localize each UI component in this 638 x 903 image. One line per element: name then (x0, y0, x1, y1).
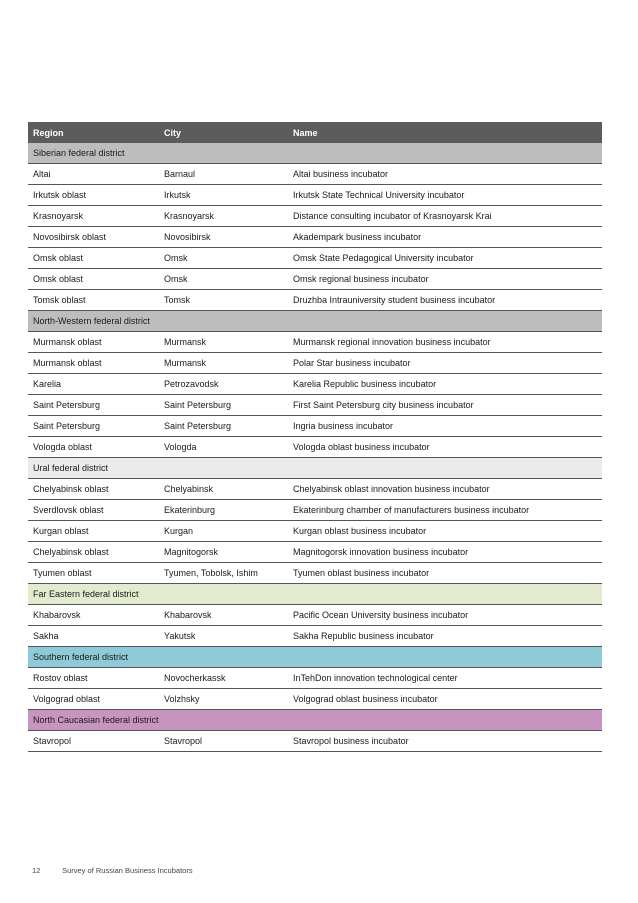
city-cell: Saint Petersburg (159, 395, 288, 416)
region-cell: Kurgan oblast (28, 521, 159, 542)
name-cell: Akadempark business incubator (288, 227, 602, 248)
name-cell: Ingria business incubator (288, 416, 602, 437)
page-number: 12 (32, 866, 41, 875)
district-label: Far Eastern federal district (28, 584, 602, 605)
region-cell: Omsk oblast (28, 248, 159, 269)
city-cell: Omsk (159, 248, 288, 269)
district-label: North-Western federal district (28, 311, 602, 332)
name-cell: Distance consulting incubator of Krasnoyarsk Krai (288, 206, 602, 227)
name-cell: Altai business incubator (288, 164, 602, 185)
name-cell: Magnitogorsk innovation business incubator (288, 542, 602, 563)
table-row (28, 374, 602, 395)
city-cell: Stavropol (159, 731, 288, 752)
name-cell: Vologda oblast business incubator (288, 437, 602, 458)
table-row (28, 542, 602, 563)
city-cell: Vologda (159, 437, 288, 458)
table-row (28, 521, 602, 542)
name-cell: Tyumen oblast business incubator (288, 563, 602, 584)
region-cell: Karelia (28, 374, 159, 395)
table-row (28, 689, 602, 710)
district-label: North Caucasian federal district (28, 710, 602, 731)
region-cell: Saint Petersburg (28, 395, 159, 416)
name-cell: First Saint Petersburg city business incubator (288, 395, 602, 416)
region-cell: Saint Petersburg (28, 416, 159, 437)
document-title: Survey of Russian Business Incubators (62, 866, 193, 875)
city-cell: Kurgan (159, 521, 288, 542)
table-header-row (28, 122, 602, 143)
region-cell: Volgograd oblast (28, 689, 159, 710)
region-cell: Murmansk oblast (28, 353, 159, 374)
table-row (28, 290, 602, 311)
district-label: Ural federal district (28, 458, 602, 479)
city-cell: Murmansk (159, 332, 288, 353)
city-cell: Petrozavodsk (159, 374, 288, 395)
city-cell: Ekaterinburg (159, 500, 288, 521)
header-city: City (159, 122, 288, 143)
city-cell: Novocherkassk (159, 668, 288, 689)
region-cell: Omsk oblast (28, 269, 159, 290)
region-cell: Tomsk oblast (28, 290, 159, 311)
district-label: Siberian federal district (28, 143, 602, 164)
region-cell: Chelyabinsk oblast (28, 542, 159, 563)
name-cell: Omsk State Pedagogical University incubator (288, 248, 602, 269)
region-cell: Rostov oblast (28, 668, 159, 689)
district-label: Southern federal district (28, 647, 602, 668)
name-cell: InTehDon innovation technological center (288, 668, 602, 689)
table-row (28, 437, 602, 458)
city-cell: Magnitogorsk (159, 542, 288, 563)
city-cell: Barnaul (159, 164, 288, 185)
region-cell: Stavropol (28, 731, 159, 752)
region-cell: Altai (28, 164, 159, 185)
city-cell: Krasnoyarsk (159, 206, 288, 227)
city-cell: Novosibirsk (159, 227, 288, 248)
name-cell: Sakha Republic business incubator (288, 626, 602, 647)
name-cell: Stavropol business incubator (288, 731, 602, 752)
table-row (28, 353, 602, 374)
incubators-table (28, 122, 602, 752)
city-cell: Chelyabinsk (159, 479, 288, 500)
name-cell: Polar Star business incubator (288, 353, 602, 374)
district-row (28, 710, 602, 731)
region-cell: Sverdlovsk oblast (28, 500, 159, 521)
table-row (28, 395, 602, 416)
name-cell: Chelyabinsk oblast innovation business incubator (288, 479, 602, 500)
table-row (28, 248, 602, 269)
table-row (28, 164, 602, 185)
table-row (28, 269, 602, 290)
city-cell: Khabarovsk (159, 605, 288, 626)
name-cell: Karelia Republic business incubator (288, 374, 602, 395)
region-cell: Sakha (28, 626, 159, 647)
table-row (28, 668, 602, 689)
name-cell: Volgograd oblast business incubator (288, 689, 602, 710)
table-row (28, 605, 602, 626)
region-cell: Tyumen oblast (28, 563, 159, 584)
region-cell: Murmansk oblast (28, 332, 159, 353)
table-row (28, 332, 602, 353)
table-body (28, 143, 602, 752)
table-row (28, 731, 602, 752)
table-row (28, 416, 602, 437)
page-footer (32, 866, 193, 875)
district-row (28, 143, 602, 164)
table-row (28, 500, 602, 521)
city-cell: Yakutsk (159, 626, 288, 647)
city-cell: Tyumen, Tobolsk, Ishim (159, 563, 288, 584)
table-row (28, 185, 602, 206)
district-row (28, 311, 602, 332)
table-row (28, 479, 602, 500)
region-cell: Khabarovsk (28, 605, 159, 626)
region-cell: Chelyabinsk oblast (28, 479, 159, 500)
table-row (28, 206, 602, 227)
region-cell: Vologda oblast (28, 437, 159, 458)
name-cell: Kurgan oblast business incubator (288, 521, 602, 542)
city-cell: Saint Petersburg (159, 416, 288, 437)
region-cell: Krasnoyarsk (28, 206, 159, 227)
district-row (28, 458, 602, 479)
table-row (28, 626, 602, 647)
district-row (28, 584, 602, 605)
header-name: Name (288, 122, 602, 143)
city-cell: Irkutsk (159, 185, 288, 206)
city-cell: Volzhsky (159, 689, 288, 710)
table-row (28, 227, 602, 248)
district-row (28, 647, 602, 668)
name-cell: Murmansk regional innovation business incubator (288, 332, 602, 353)
city-cell: Murmansk (159, 353, 288, 374)
header-region: Region (28, 122, 159, 143)
name-cell: Omsk regional business incubator (288, 269, 602, 290)
name-cell: Pacific Ocean University business incubator (288, 605, 602, 626)
table-row (28, 563, 602, 584)
name-cell: Druzhba Intrauniversity student business incubator (288, 290, 602, 311)
city-cell: Tomsk (159, 290, 288, 311)
region-cell: Novosibirsk oblast (28, 227, 159, 248)
name-cell: Ekaterinburg chamber of manufacturers business incubator (288, 500, 602, 521)
region-cell: Irkutsk oblast (28, 185, 159, 206)
name-cell: Irkutsk State Technical University incubator (288, 185, 602, 206)
city-cell: Omsk (159, 269, 288, 290)
